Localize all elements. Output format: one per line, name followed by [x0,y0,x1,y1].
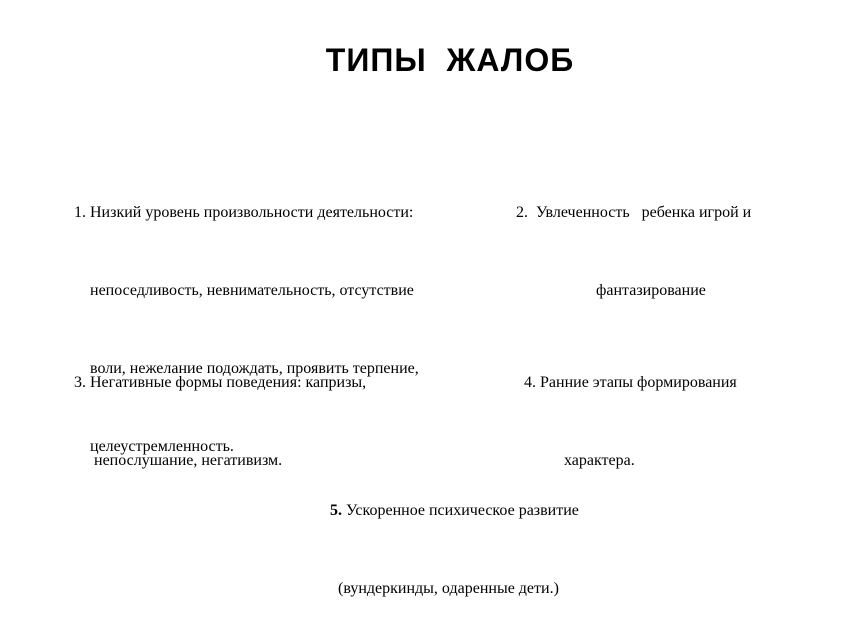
complaint-item-2-line: 2. Увлеченность ребенка игрой и [516,204,752,221]
complaint-item-3-line: непослушание, негативизм. [74,452,283,469]
complaint-item-5 [330,446,579,628]
complaint-item-1-line: 1. Низкий уровень произвольности деятельности: [74,204,414,221]
complaint-item-5-number: 5. [330,502,342,519]
complaint-item-1-line: воли, нежелание подождать, проявить терпение, [74,360,419,377]
complaint-item-4-line: 4. Ранние этапы формирования [524,374,737,391]
complaint-item-5-first-line [330,498,579,524]
complaint-item-3-line: 3. Негативные формы поведения: капризы, [74,374,367,391]
complaint-item-4-line: характера. [524,452,635,469]
complaint-item-3 [74,318,366,500]
complaint-item-2-line: фантазирование [516,282,706,299]
complaint-item-2 [516,148,751,330]
page-title: ТИПЫ ЖАЛОБ [325,42,575,78]
complaint-item-5-line: Ускоренное психическое развитие [342,502,579,519]
complaint-item-5-line: (вундеркинды, одаренные дети.) [330,580,559,597]
complaint-item-1-line: непоседливость, невнимательность, отсутствие [74,282,414,299]
complaint-item-1-line: целеустремленность. [74,438,234,455]
